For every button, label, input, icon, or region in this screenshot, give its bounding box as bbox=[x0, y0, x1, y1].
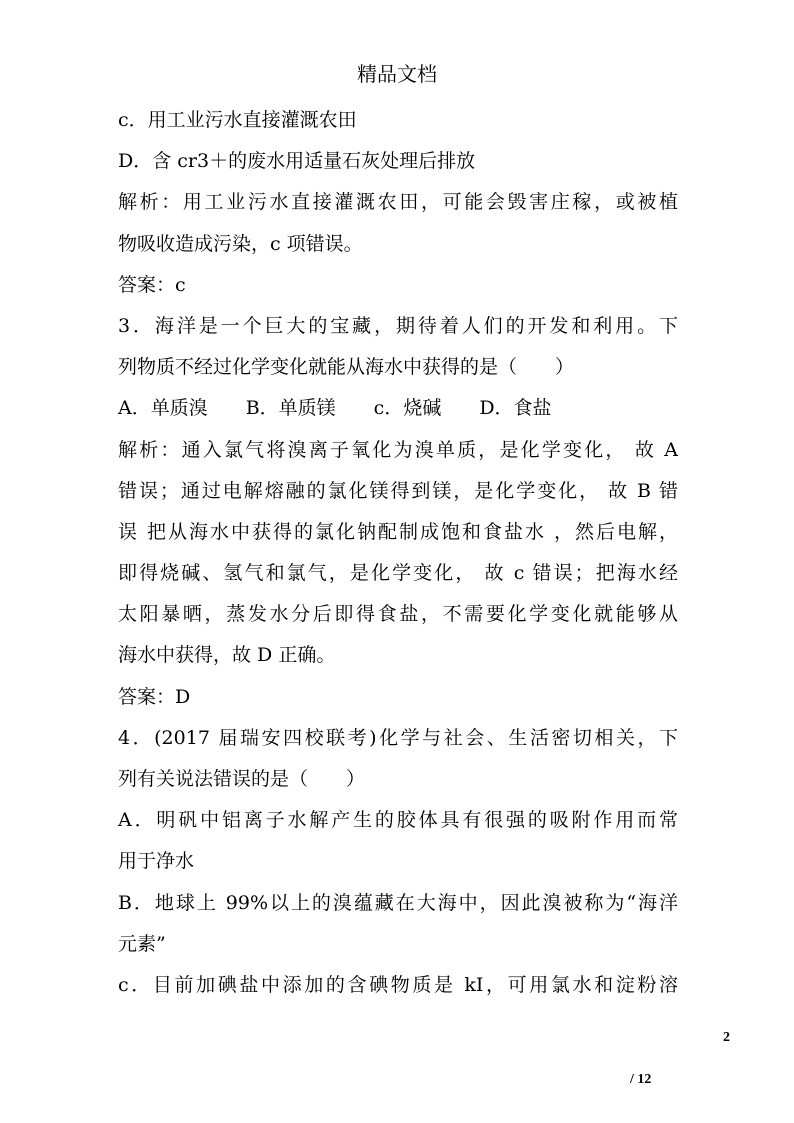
text-line: 4．(2017 届瑞安四校联考)化学与社会、生活密切相关，下 bbox=[118, 726, 678, 749]
text-line: c．目前加碘盐中添加的含碘物质是 kI，可用氯水和淀粉溶 bbox=[118, 973, 678, 996]
text-line: c．用工业污水直接灌溉农田 bbox=[118, 109, 357, 131]
page-number: 2 bbox=[723, 1030, 730, 1045]
text-line: 错误；通过电解熔融的氯化镁得到镁，是化学变化， 故 B 错 bbox=[118, 479, 678, 502]
page-header-title: 精品文档 bbox=[357, 62, 437, 86]
text-line: 太阳暴晒，蒸发水分后即得食盐，不需要化学变化就能够从 bbox=[118, 603, 678, 626]
text-line: 3．海洋是一个巨大的宝藏，期待着人们的开发和利用。下 bbox=[118, 314, 678, 337]
text-line: 列物质不经过化学变化就能从海水中获得的是（ ） bbox=[118, 356, 575, 379]
text-line: 答案：c bbox=[118, 273, 186, 296]
text-line: A．明矾中铝离子水解产生的胶体具有很强的吸附作用而常 bbox=[118, 809, 678, 832]
text-line: A．单质溴 B．单质镁 c．烧碱 D．食盐 bbox=[118, 397, 552, 420]
document-body bbox=[118, 100, 678, 1006]
text-line: 列有关说法错误的是（ ） bbox=[118, 768, 366, 790]
text-line: 用于净水 bbox=[118, 850, 195, 873]
text-line: 元素” bbox=[118, 932, 166, 955]
text-line: 答案：D bbox=[118, 685, 191, 708]
text-line: 解析：通入氯气将溴离子氧化为溴单质，是化学变化， 故 A bbox=[118, 438, 678, 461]
page-total: / 12 bbox=[630, 1072, 652, 1087]
text-line: 海水中获得，故 D 正确。 bbox=[118, 644, 336, 667]
text-line: 解析：用工业污水直接灌溉农田，可能会毁害庄稼，或被植 bbox=[118, 191, 678, 214]
text-line: B．地球上 99%以上的溴蕴藏在大海中，因此溴被称为“海洋 bbox=[118, 891, 678, 914]
text-line: 即得烧碱、氢气和氯气，是化学变化， 故 c 错误；把海水经 bbox=[118, 562, 678, 585]
text-line: 物吸收造成污染，c 项错误。 bbox=[118, 232, 363, 255]
text-line: 误 把从海水中获得的氯化钠配制成饱和食盐水 ，然后电解， bbox=[118, 520, 678, 543]
text-line: D．含 cr3＋的废水用适量石灰处理后排放 bbox=[118, 150, 476, 173]
